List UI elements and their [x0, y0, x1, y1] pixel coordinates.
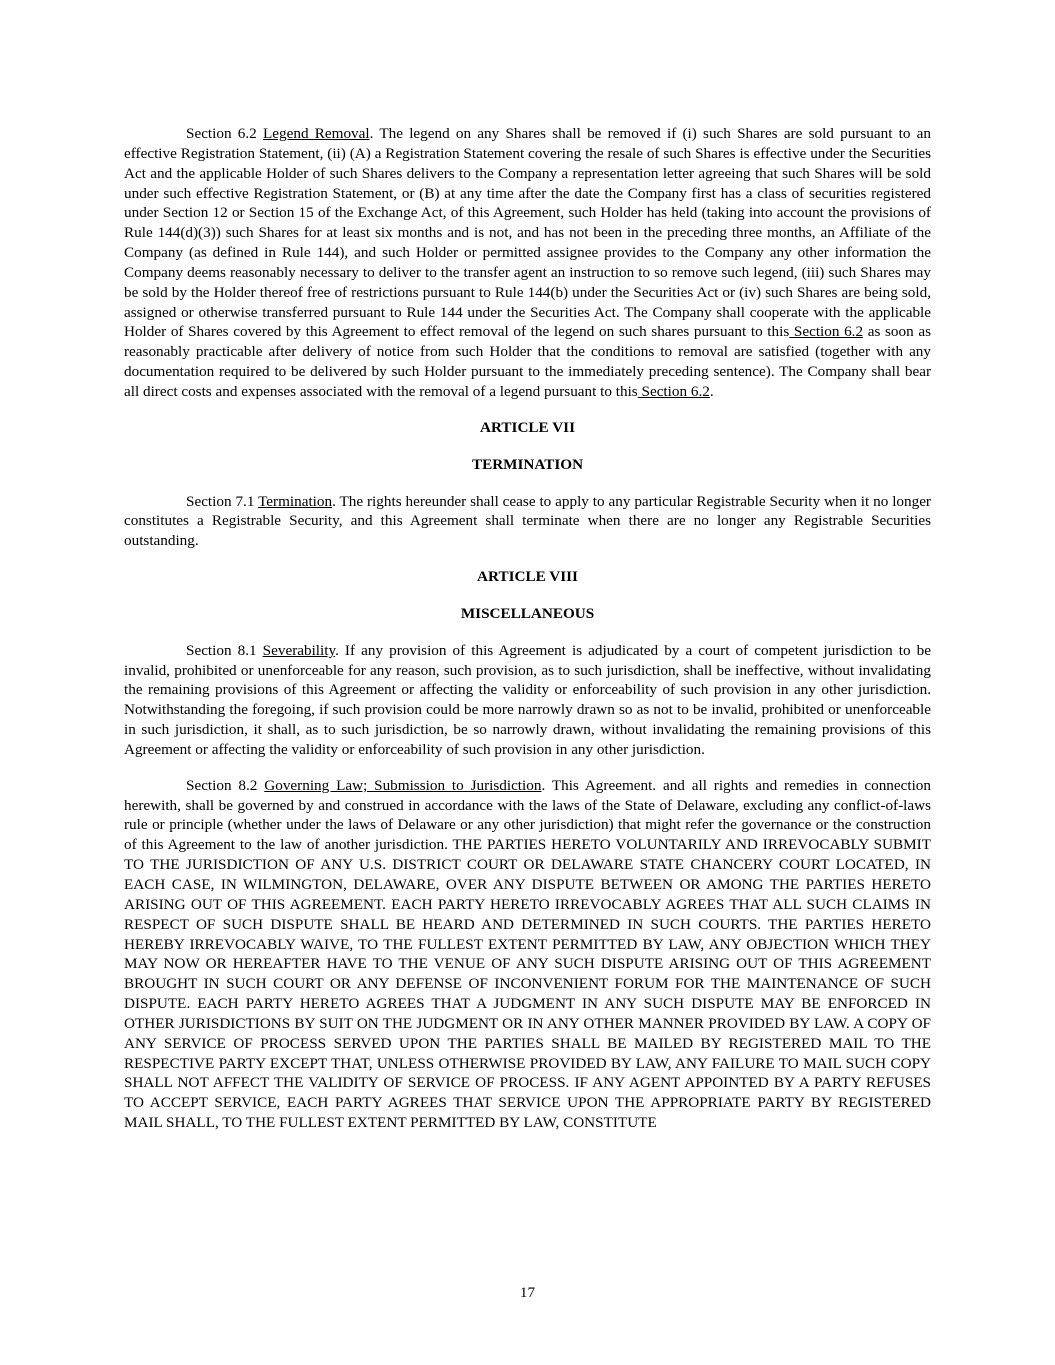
section-8-2-paragraph	[124, 776, 931, 1133]
article-viii-title: MISCELLANEOUS	[460, 604, 595, 622]
section-8-1-heading: Severability	[262, 641, 336, 659]
document-page	[124, 124, 931, 1133]
section-8-1-paragraph	[124, 641, 931, 760]
section-8-2-number: Section 8.2	[186, 776, 265, 794]
article-viii-heading: ARTICLE VIII	[477, 568, 578, 586]
section-6-2-number: Section 6.2	[186, 125, 263, 142]
section-8-2-heading: Governing Law; Submission to Jurisdiction	[264, 776, 542, 794]
section-6-2-paragraph	[124, 124, 931, 402]
section-8-1-body: . If any provision of this Agreement is adjudicated by a court of competent jurisdiction to be invalid, prohibited or unenforceable for any reason, such provision, as to such jurisdiction, shall be ineffective, without invalidating the remaining provisions of this Agreement or affecting the validity or enforceability of such provision in any other jurisdiction. Notwithstanding the foregoing, if such provision could be more narrowly drawn so as not to be invalid, prohibited or unenforceable in such jurisdiction, it shall, as to such jurisdiction, be so narrowly drawn, without invalidating the remaining provisions of this Agreement or affecting the validity or enforceability of such provision in any other jurisdiction.	[124, 641, 931, 758]
section-7-1-body: . The rights hereunder shall cease to apply to any particular Registrable Security when it no longer constitutes a Registrable Security, and this Agreement shall terminate when there are no longer any Registrable Securities outstanding.	[124, 492, 931, 550]
section-6-2-heading: Legend Removal	[263, 125, 370, 142]
section-6-2-body-part2: as soon as reasonably practicable after delivery of notice from such Holder that the conditions to removal are satisfied (together with any documentation required to be delivered by such Holder pursuant to the immediately preceding sentence). The Company shall bear all direct costs and expenses associated with the removal of a legend pursuant to this	[124, 323, 931, 400]
section-8-1-number: Section 8.1	[186, 641, 263, 659]
section-6-2-end: .	[709, 382, 714, 400]
section-8-2-body: . This Agreement. and all rights and remedies in connection herewith, shall be governed by and construed in accordance with the laws of the State of Delaware, excluding any conflict-of-laws rule or principle (whether under the laws of Delaware or any other jurisdiction) that might refer the governance or the construction of this Agreement to the law of another jurisdiction. THE PARTIES HERETO VOLUNTARILY AND IRREVOCABLY SUBMIT TO THE JURISDICTION OF ANY U.S. DISTRICT COURT OR DELAWARE STATE CHANCERY COURT LOCATED, IN EACH CASE, IN WILMINGTON, DELAWARE, OVER ANY DISPUTE BETWEEN OR AMONG THE PARTIES HERETO ARISING OUT OF THIS AGREEMENT. EACH PARTY HERETO IRREVOCABLY AGREES THAT ALL SUCH CLAIMS IN RESPECT OF SUCH DISPUTE SHALL BE HEARD AND DETERMINED IN SUCH COURTS. THE PARTIES HERETO HEREBY IRREVOCABLY WAIVE, TO THE FULLEST EXTENT PERMITTED BY LAW, ANY OBJECTION WHICH THEY MAY NOW OR HEREAFTER HAVE TO THE VENUE OF ANY SUCH DISPUTE ARISING OUT OF THIS AGREEMENT BROUGHT IN SUCH COURT OR ANY DEFENSE OF INCONVENIENT FORUM FOR THE MAINTENANCE OF SUCH DISPUTE. EACH PARTY HERETO AGREES THAT A JUDGMENT IN ANY SUCH DISPUTE MAY BE ENFORCED IN OTHER JURISDICTIONS BY SUIT ON THE JUDGMENT OR IN ANY OTHER MANNER PROVIDED BY LAW. A COPY OF ANY SERVICE OF PROCESS SERVED UPON THE PARTIES SHALL BE MAILED BY REGISTERED MAIL TO THE RESPECTIVE PARTY EXCEPT THAT, UNLESS OTHERWISE PROVIDED BY LAW, ANY FAILURE TO MAIL SUCH COPY SHALL NOT AFFECT THE VALIDITY OF SERVICE OF PROCESS. IF ANY AGENT APPOINTED BY A PARTY REFUSES TO ACCEPT SERVICE, EACH PARTY AGREES THAT SERVICE UPON THE APPROPRIATE PARTY BY REGISTERED MAIL SHALL, TO THE FULLEST EXTENT PERMITTED BY LAW, CONSTITUTE	[124, 776, 931, 1132]
section-6-2-body-part1: . The legend on any Shares shall be removed if (i) such Shares are sold pursuant to an effective Registration Statement, (ii) (A) a Registration Statement covering the resale of such Shares is effective under the Securities Act and the applicable Holder of such Shares delivers to the Company a representation letter agreeing that such Shares will be sold under such effective Registration Statement, or (B) at any time after the date the Company first has a class of securities registered under Section 12 or Section 15 of the Exchange Act, of this Agreement, such Holder has held (taking into account the provisions of Rule 144(d)(3)) such Shares for at least six months and is not, and has not been in the preceding three months, an Affiliate of the Company (as defined in Rule 144), and such Holder or permitted assignee provides to the Company any other information the Company deems reasonably necessary to deliver to the transfer agent an instruction to so remove such legend, (iii) such Shares may be sold by the Holder thereof free of restrictions pursuant to Rule 144(b) under the Securities Act or (iv) such Shares are being sold, assigned or otherwise transferred pursuant to Rule 144 under the Securities Act. The Company shall cooperate with the applicable Holder of Shares covered by this Agreement to effect removal of the legend on such shares pursuant to this	[124, 125, 932, 341]
article-vii-title: TERMINATION	[471, 455, 584, 473]
section-6-2-cross-reference-2: Section 6.2	[637, 382, 710, 400]
section-7-1-paragraph	[124, 492, 931, 552]
section-6-2-cross-reference: Section 6.2	[789, 323, 864, 341]
section-7-1-heading: Termination	[258, 492, 333, 510]
section-7-1-number: Section 7.1	[186, 492, 259, 510]
page-number: 17	[519, 1284, 536, 1301]
article-vii-heading: ARTICLE VII	[480, 418, 575, 436]
